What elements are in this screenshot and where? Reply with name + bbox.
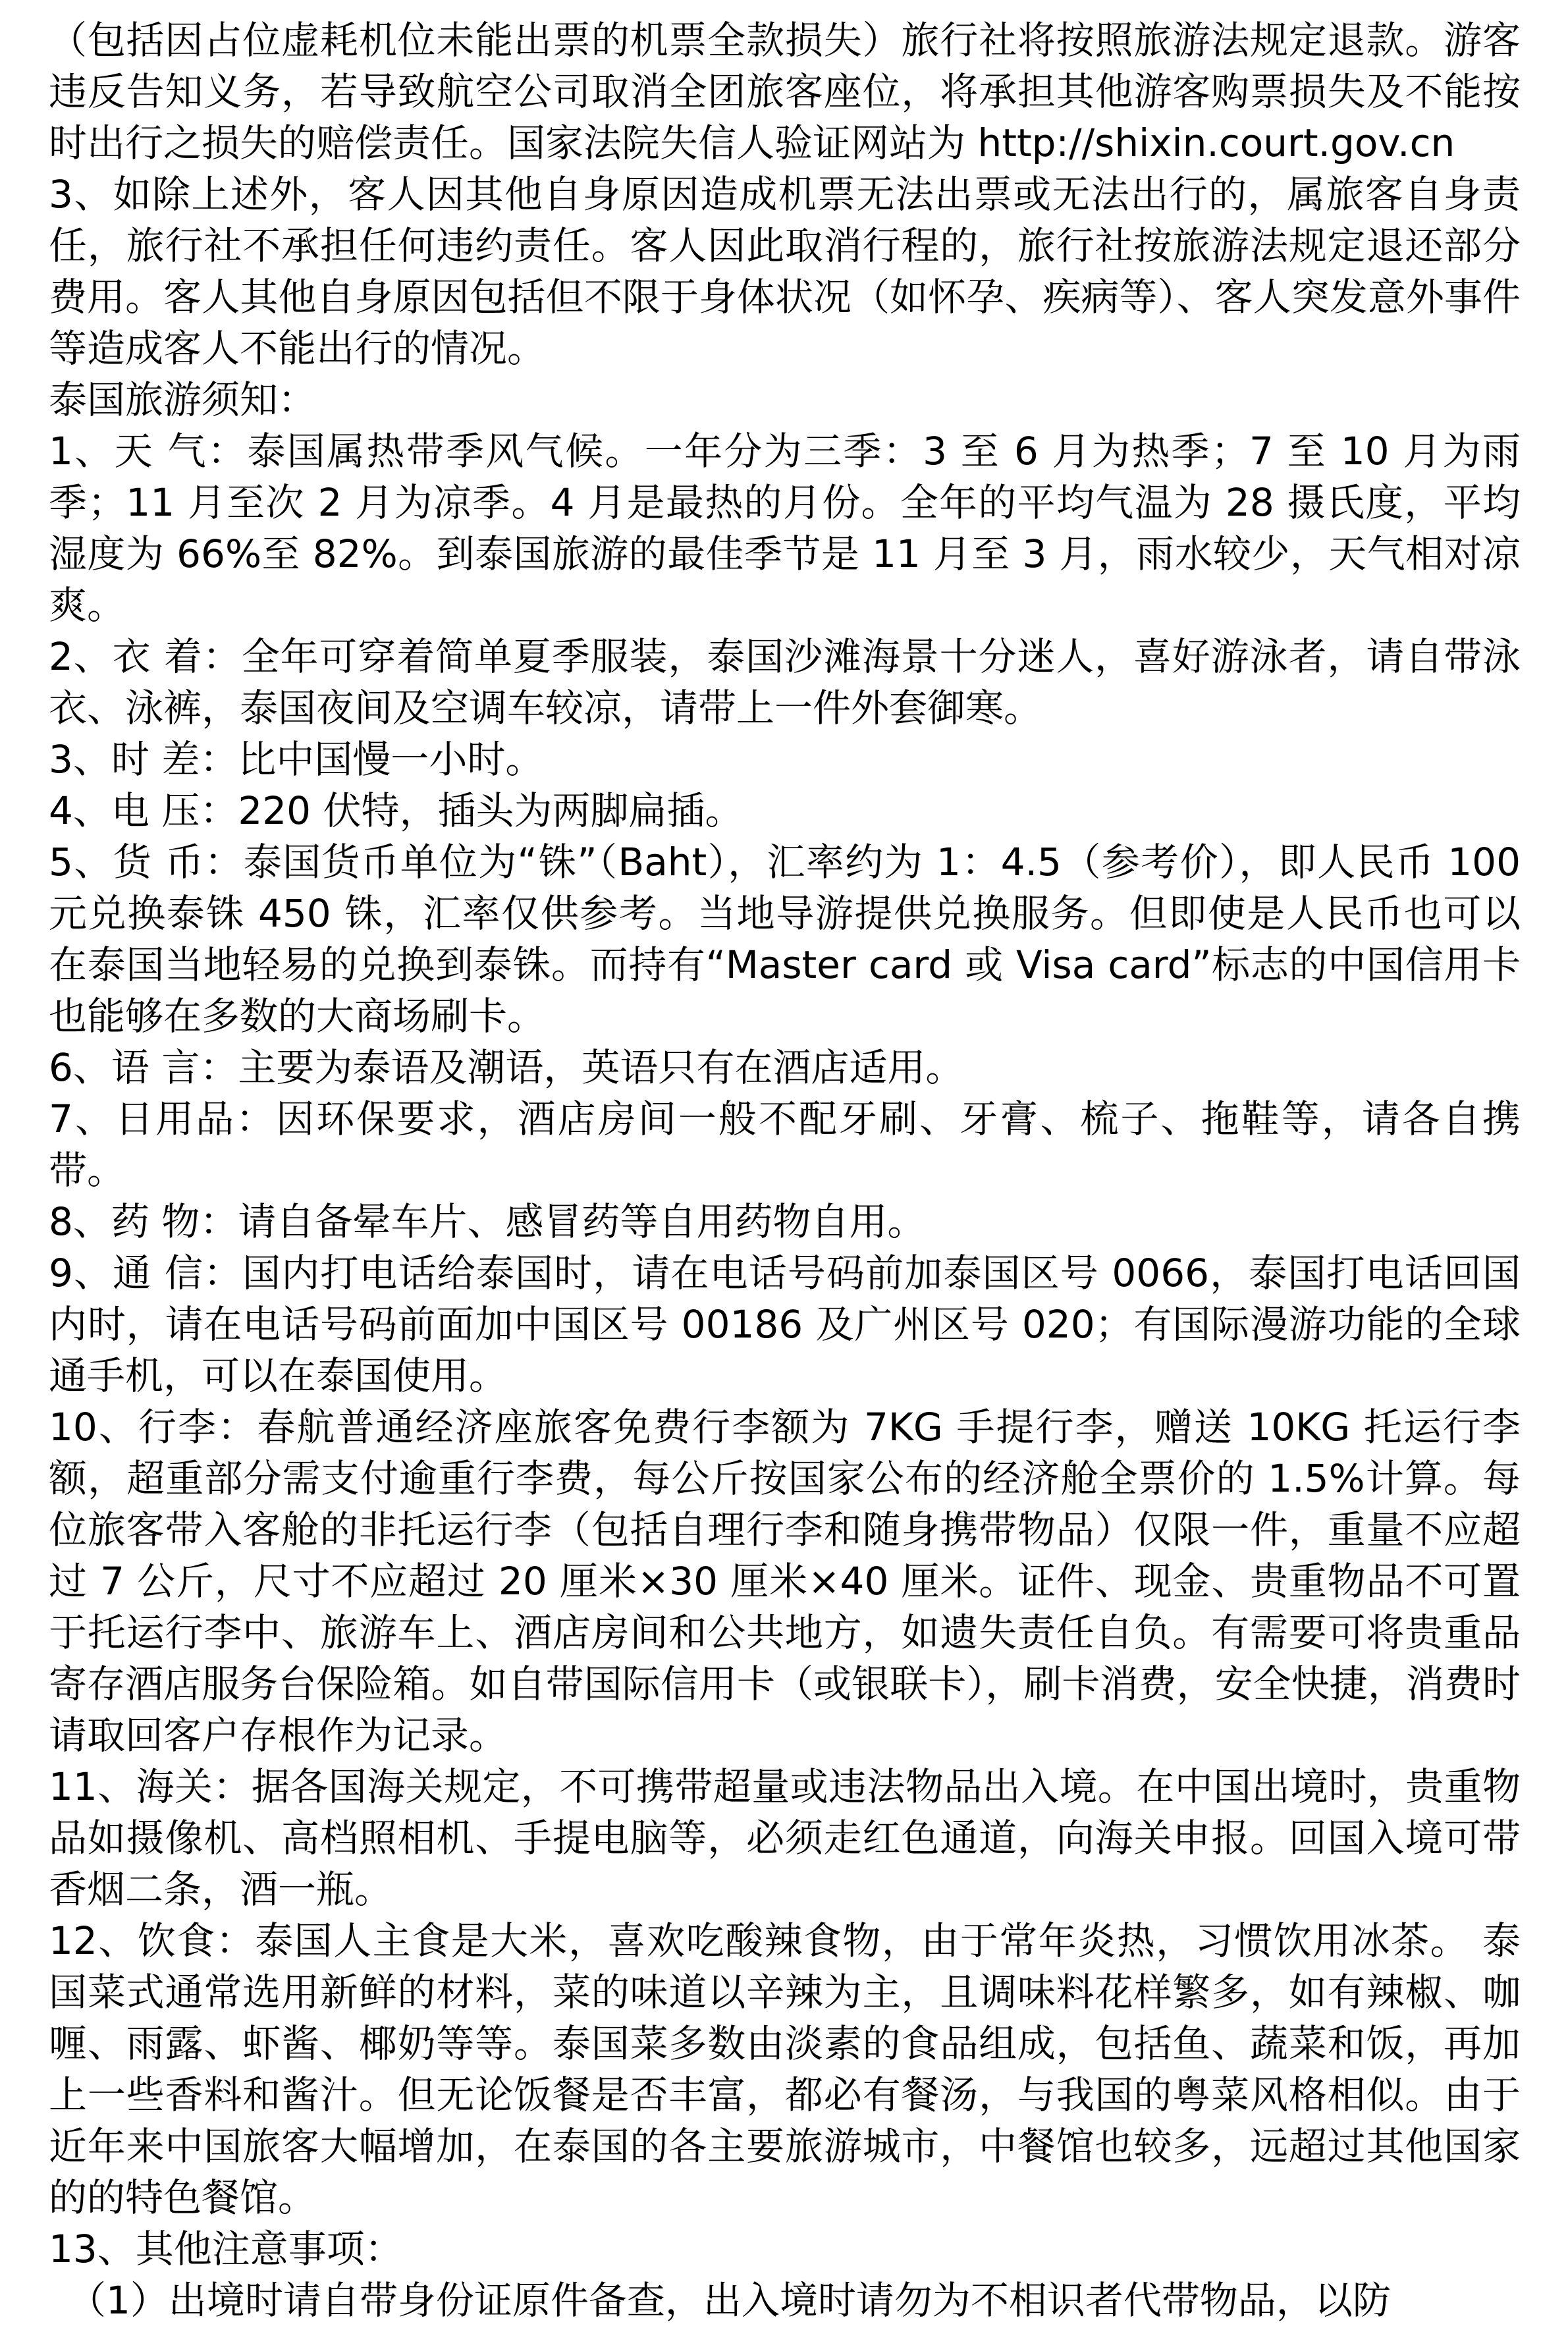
paragraph-other-notes-heading: 13、其他注意事项：: [49, 2227, 403, 2271]
paragraph-refund-continued: （包括因占位虚耗机位未能出票的机票全款损失）旅行社将按照旅游法规定退款。游客违反告知义务，若导致航空公司取消全团旅客座位，将承担其他游客购票损失及不能按时出行之损失的赔偿责任。国家法院失信人验证网站为 http://shixin.court.gov.cn: [49, 18, 1521, 165]
paragraph-item-3-self-responsibility: 3、如除上述外，客人因其他自身原因造成机票无法出票或无法出行的，属旅客自身责任，旅行社不承担任何违约责任。客人因此取消行程的，旅行社按旅游法规定退还部分费用。客人其他自身原因包括但不限于身体状况（如怀孕、疾病等）、客人突发意外事件等造成客人不能出行的情况。: [49, 172, 1521, 371]
document-page: [49, 14, 1521, 2326]
paragraph-luggage: 10、行李：春航普通经济座旅客免费行李额为 7KG 手提行李，赠送 10KG 托运行李额，超重部分需支付逾重行李费，每公斤按国家公布的经济舱全票价的 1.5%计算。每位旅客带入客舱的非托运行李（包括自理行李和随身携带物品）仅限一件，重量不应超过 7 公斤，尺寸不应超过 20 厘米×30 厘米×40 厘米。证件、现金、贵重物品不可置于托运行李中、旅游车上、酒店房间和公共地方，如遗失责任自负。有需要可将贵重品寄存酒店服务台保险箱。如自带国际信用卡（或银联卡），刷卡消费，安全快捷，消费时请取回客户存根作为记录。: [49, 1405, 1521, 1758]
paragraph-currency: 5、货 币：泰国货币单位为“铢”（Baht），汇率约为 1：4.5（参考价），即人民币 100 元兑换泰铢 450 铢，汇率仅供参考。当地导游提供兑换服务。但即使是人民币也可以在泰国当地轻易的兑换到泰铢。而持有“Master card 或 Visa card”标志的中国信用卡也能够在多数的大商场刷卡。: [49, 840, 1521, 1039]
paragraph-customs: 11、海关：据各国海关规定，不可携带超量或违法物品出入境。在中国出境时，贵重物品如摄像机、高档照相机、手提电脑等，必须走红色通道，向海关申报。回国入境可带香烟二条，酒一瓶。: [49, 1764, 1521, 1912]
paragraph-voltage: 4、电 压：220 伏特，插头为两脚扁插。: [49, 788, 743, 833]
paragraph-other-notes-item-1: （1）出境时请自带身份证原件备查，出入境时请勿为不相识者代带物品，以防: [68, 2278, 1391, 2323]
paragraph-medicine: 8、药 物：请自备晕车片、感冒药等自用药物自用。: [49, 1199, 926, 1244]
paragraph-clothing: 2、衣 着：全年可穿着简单夏季服装，泰国沙滩海景十分迷人，喜好游泳者，请自带泳衣、泳裤，泰国夜间及空调车较凉，请带上一件外套御寒。: [49, 634, 1521, 730]
paragraph-weather: 1、天 气：泰国属热带季风气候。一年分为三季：3 至 6 月为热季；7 至 10 月为雨季；11 月至次 2 月为凉季。4 月是最热的月份。全年的平均气温为 28 摄氏度，平均湿度为 66%至 82%。到泰国旅游的最佳季节是 11 月至 3 月，雨水较少，天气相对凉爽。: [49, 429, 1521, 628]
section-heading-thailand-notice: 泰国旅游须知：: [49, 377, 317, 422]
paragraph-time-difference: 3、时 差：比中国慢一小时。: [49, 737, 544, 782]
paragraph-language: 6、语 言：主要为泰语及潮语，英语只有在酒店适用。: [49, 1045, 964, 1090]
paragraph-communication: 9、通 信：国内打电话给泰国时，请在电话号码前加泰国区号 0066，泰国打电话回国内时，请在电话号码前面加中国区号 00186 及广州区号 020；有国际漫游功能的全球通手机，可以在泰国使用。: [49, 1251, 1521, 1398]
paragraph-daily-items: 7、日用品：因环保要求，酒店房间一般不配牙刷、牙膏、梳子、拖鞋等，请各自携带。: [49, 1096, 1521, 1193]
paragraph-food: 12、饮食：泰国人主食是大米，喜欢吃酸辣食物，由于常年炎热，习惯饮用冰茶。 泰国菜式通常选用新鲜的材料，菜的味道以辛辣为主，且调味料花样繁多，如有辣椒、咖喱、雨露、虾酱、椰奶等等。泰国菜多数由淡素的食品组成，包括鱼、蔬菜和饭，再加上一些香料和酱汁。但无论饭餐是否丰富，都必有餐汤，与我国的粤菜风格相似。由于近年来中国旅客大幅增加，在泰国的各主要旅游城市，中餐馆也较多，远超过其他国家的的特色餐馆。: [49, 1918, 1521, 2220]
